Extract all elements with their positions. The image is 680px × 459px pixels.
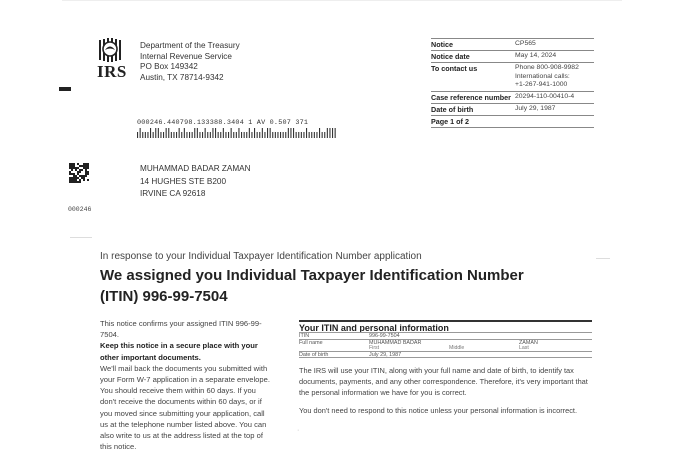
barcode-bar (314, 132, 315, 138)
barcode-bar (153, 132, 154, 138)
qr-module (75, 175, 77, 177)
recipient-name: MUHAMMAD BADAR ZAMAN (140, 164, 251, 173)
qr-module (75, 179, 77, 181)
eagle-emblem-icon (96, 38, 126, 64)
qr-module (79, 165, 81, 167)
no-response-text: You don't need to respond to this notice unless your personal information is incorrect. (299, 406, 578, 415)
barcode-bar (155, 128, 156, 138)
page-title (100, 265, 570, 307)
qr-module (75, 181, 77, 183)
qr-module (71, 163, 73, 165)
qr-module (81, 175, 83, 177)
barcode-bar (233, 132, 234, 138)
barcode-bar (288, 128, 289, 138)
barcode-bar (223, 128, 224, 138)
qr-module (87, 179, 89, 181)
qr-module (69, 179, 71, 181)
qr-module (77, 167, 79, 169)
qr-module (81, 169, 83, 171)
barcode-bar (316, 132, 317, 138)
qr-module (73, 165, 75, 167)
qr-module (83, 167, 85, 169)
irs-logo (96, 38, 130, 86)
notice-info-table (431, 38, 594, 128)
qr-module (85, 165, 87, 167)
qr-module (83, 177, 85, 179)
barcode-bar (285, 132, 286, 138)
page-mark-icon: · (297, 427, 300, 434)
notice-label: To contact us (431, 64, 478, 73)
qr-module (73, 173, 75, 175)
itin-usage-text: The IRS will use your ITIN, along with your full name and date of birth, to identify tax documents, payments, and any other correspondence. Therefore, it's very important that the personal information we have for you is correct. (299, 366, 588, 397)
qr-module (83, 179, 85, 181)
qr-module (77, 173, 79, 175)
section-title: Your ITIN and personal information (299, 320, 592, 333)
barcode-bar (231, 128, 232, 138)
qr-module (69, 181, 71, 183)
qr-module (85, 173, 87, 175)
left-column (100, 318, 270, 452)
qr-module (87, 173, 89, 175)
notice-row (431, 62, 594, 91)
agency-line: Austin, TX 78714-9342 (140, 72, 224, 82)
barcode-bar (212, 128, 213, 138)
notice-value-line: CP565 (515, 40, 536, 47)
barcode-bar (283, 132, 284, 138)
headline-line: We assigned you Individual Taxpayer Identification Number (100, 267, 524, 284)
barcode-bar (140, 128, 141, 138)
qr-module (75, 177, 77, 179)
barcode-bar (324, 132, 325, 138)
qr-module (83, 165, 85, 167)
barcode-bar (173, 132, 174, 138)
barcode-bar (238, 128, 239, 138)
barcode-bar (225, 132, 226, 138)
qr-module (79, 175, 81, 177)
first-name-value: MUHAMMAD BADAR (369, 339, 422, 346)
barcode-bar (189, 132, 190, 138)
info-label: Date of birth (299, 352, 329, 358)
sender-address (140, 41, 240, 83)
qr-module (77, 181, 79, 183)
recipient-address (140, 163, 251, 201)
barcode-bar (280, 132, 281, 138)
info-label: Full name (299, 339, 323, 346)
barcode-bar (147, 132, 148, 138)
barcode-bar (207, 132, 208, 138)
qr-module (85, 163, 87, 165)
qr-module (87, 163, 89, 165)
barcode-bar (218, 132, 219, 138)
qr-number: 000246 (68, 206, 92, 213)
barcode-bar (327, 128, 328, 138)
barcode-bar (306, 128, 307, 138)
barcode-bar (246, 132, 247, 138)
notice-label: Date of birth (431, 104, 474, 114)
barcode-bar (251, 132, 252, 138)
barcode-bar (184, 128, 185, 138)
info-label: ITIN (299, 333, 310, 339)
barcode-bar (194, 128, 195, 138)
barcode-bar (244, 132, 245, 138)
qr-module (83, 175, 85, 177)
barcode-bar (262, 128, 263, 138)
barcode-text: 000246.440798.133388.3404 1 AV 0.507 371 (137, 119, 309, 127)
barcode-bar (181, 132, 182, 138)
agency-line: Internal Revenue Service (140, 51, 232, 61)
qr-module (87, 165, 89, 167)
intro-text: In response to your Individual Taxpayer Identification Number application (100, 251, 422, 262)
qr-module (87, 171, 89, 173)
page-number: Page 1 of 2 (431, 116, 469, 126)
fold-mark (59, 87, 71, 91)
notice-value (515, 40, 594, 49)
notice-value (515, 93, 594, 102)
barcode-bar (176, 132, 177, 138)
notice-label: Notice (431, 40, 453, 49)
info-value: 996-99-7504 (369, 333, 400, 339)
qr-module (87, 167, 89, 169)
qr-module (71, 179, 73, 181)
phone-line[interactable]: Phone 800-908-9982 (515, 64, 579, 71)
barcode-bar (319, 128, 320, 138)
barcode-bar (142, 132, 143, 138)
qr-module (73, 181, 75, 183)
barcode-bar (168, 128, 169, 138)
qr-module (73, 175, 75, 177)
barcode-bar (220, 132, 221, 138)
qr-module (77, 171, 79, 173)
qr-code (69, 163, 89, 183)
qr-module (73, 167, 75, 169)
barcode-bar (257, 132, 258, 138)
qr-module (71, 181, 73, 183)
barcode-bar (254, 128, 255, 138)
recipient-street: 14 HUGHES STE B200 (140, 176, 227, 186)
qr-module (69, 171, 71, 173)
barcode-bar (335, 128, 336, 138)
agency-line: PO Box 149342 (140, 62, 198, 71)
phone-line[interactable]: +1-267-941-1000 (515, 81, 568, 88)
barcode-bar (332, 128, 333, 138)
qr-module (81, 177, 83, 179)
qr-module (69, 163, 71, 165)
headline-line: (ITIN) 996-99-7504 (100, 288, 228, 305)
qr-module (75, 167, 77, 169)
qr-module (79, 169, 81, 171)
barcode-bar (264, 132, 265, 138)
qr-module (69, 173, 71, 175)
barcode-bar (192, 132, 193, 138)
barcode-bar (301, 132, 302, 138)
barcode-bar (215, 128, 216, 138)
qr-module (85, 175, 87, 177)
info-label (299, 345, 369, 351)
name-caption: First (369, 345, 380, 351)
qr-module (85, 171, 87, 173)
barcode-bar (197, 128, 198, 138)
barcode-bar (272, 132, 273, 138)
qr-module (81, 165, 83, 167)
name-caption: Last (519, 345, 529, 351)
barcode-bar (163, 132, 164, 138)
barcode-bar (228, 132, 229, 138)
barcode-bar (205, 128, 206, 138)
qr-module (79, 171, 81, 173)
barcode-bar (298, 132, 299, 138)
irs-logo-text: IRS (97, 62, 127, 81)
faint-divider (70, 237, 92, 238)
notice-label: Case reference number (431, 92, 511, 102)
barcode-bar (186, 132, 187, 138)
confirm-text: This notice confirms your assigned ITIN 996-99-7504. (100, 319, 262, 340)
qr-module (71, 165, 73, 167)
barcode-bar (270, 128, 271, 138)
barcode-bar (293, 128, 294, 138)
barcode-bar (202, 132, 203, 138)
qr-module (79, 181, 81, 183)
faint-divider (596, 258, 610, 259)
qr-module (71, 169, 73, 171)
barcode-bar (241, 132, 242, 138)
qr-module (85, 169, 87, 171)
qr-module (83, 163, 85, 165)
qr-module (85, 167, 87, 169)
agency-line: Department of the Treasury (140, 41, 240, 50)
notice-row (431, 38, 594, 50)
barcode (137, 128, 337, 138)
qr-module (79, 179, 81, 181)
qr-module (77, 177, 79, 179)
barcode-bar (311, 132, 312, 138)
barcode-bar (137, 132, 138, 138)
qr-module (73, 179, 75, 181)
barcode-bar (166, 128, 167, 138)
notice-label: Notice date (431, 52, 470, 61)
barcode-bar (158, 128, 159, 138)
barcode-bar (309, 132, 310, 138)
qr-module (73, 177, 75, 179)
notice-value-line: 20294-110-00410-4 (515, 92, 575, 100)
qr-module (73, 163, 75, 165)
itin-info-table (299, 332, 592, 358)
barcode-bar (236, 132, 237, 138)
recipient-city: IRVINE CA 92618 (140, 189, 206, 198)
name-caption: Middle (449, 345, 465, 351)
qr-module (71, 177, 73, 179)
info-value: July 29, 1987 (369, 352, 402, 358)
keep-notice-text: Keep this notice in a secure place with your other important documents. (100, 341, 258, 362)
barcode-bar (210, 132, 211, 138)
notice-value (515, 117, 594, 126)
qr-module (77, 163, 79, 165)
barcode-bar (277, 132, 278, 138)
barcode-bar (329, 128, 330, 138)
last-name-value: ZAMAN (519, 339, 538, 346)
barcode-bar (145, 132, 146, 138)
barcode-bar (296, 132, 297, 138)
barcode-bar (199, 132, 200, 138)
barcode-bar (160, 132, 161, 138)
notice-row (431, 91, 594, 103)
notice-value (515, 64, 594, 90)
barcode-bar (179, 128, 180, 138)
qr-module (69, 177, 71, 179)
qr-module (69, 165, 71, 167)
documents-text: We'll mail back the documents you submitted with your Form W-7 application in a separate envelope. You should receive them within 60 days. If you don't receive the documents within 60 days, or if you moved since submitting your application, call us at the telephone number listed above. You can also write to us at the address listed at the top of this notice. (100, 363, 270, 452)
barcode-bar (275, 132, 276, 138)
qr-module (71, 167, 73, 169)
notice-value (515, 52, 594, 61)
notice-row (431, 115, 594, 128)
info-row (299, 351, 592, 358)
barcode-bar (322, 132, 323, 138)
barcode-bar (267, 128, 268, 138)
page-edge (62, 0, 622, 1)
notice-row (431, 50, 594, 62)
barcode-bar (150, 128, 151, 138)
barcode-bar (303, 132, 304, 138)
notice-value-line: July 29, 1987 (515, 104, 556, 112)
barcode-bar (171, 132, 172, 138)
notice-value-line: May 14, 2024 (515, 52, 557, 59)
qr-module (69, 167, 71, 169)
notice-row (431, 103, 594, 115)
barcode-bar (259, 132, 260, 138)
qr-module (75, 169, 77, 171)
notice-value (515, 105, 594, 114)
barcode-bar (290, 128, 291, 138)
notice-value-line: International calls: (515, 72, 570, 80)
barcode-bar (249, 128, 250, 138)
qr-module (71, 173, 73, 175)
